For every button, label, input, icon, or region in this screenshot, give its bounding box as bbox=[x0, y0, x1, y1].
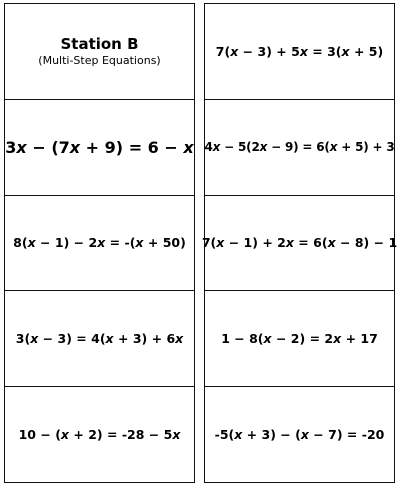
equation-card bbox=[5, 100, 194, 196]
equation-card bbox=[205, 100, 394, 196]
equation-card bbox=[5, 291, 194, 387]
equation-card bbox=[205, 291, 394, 387]
equation-text: 4x − 5(2x − 9) = 6(x + 5) + 3 bbox=[204, 140, 395, 155]
equation-text: 7(x − 3) + 5x = 3(x + 5) bbox=[215, 43, 384, 59]
equation-text: 10 − (x + 2) = -28 − 5x bbox=[18, 427, 181, 443]
equation-card bbox=[201, 196, 398, 292]
station-header-card bbox=[5, 4, 194, 100]
equation-text: 3(x − 3) = 4(x + 3) + 6x bbox=[15, 331, 184, 347]
equation-text: 8(x − 1) − 2x = -(x + 50) bbox=[13, 235, 186, 251]
station-title: Station B bbox=[60, 34, 139, 53]
station-subtitle: (Multi-Step Equations) bbox=[38, 53, 161, 67]
equation-card bbox=[205, 387, 394, 482]
equation-text: 1 − 8(x − 2) = 2x + 17 bbox=[221, 331, 378, 347]
equation-text: 3x − (7x + 9) = 6 − x bbox=[5, 137, 194, 157]
left-card-column bbox=[4, 3, 195, 483]
equation-card bbox=[5, 196, 194, 292]
equation-card bbox=[205, 4, 394, 100]
equation-text: -5(x + 3) − (x − 7) = -20 bbox=[214, 427, 385, 443]
equation-card bbox=[5, 387, 194, 482]
equation-text: 7(x − 1) + 2x = 6(x − 8) − 1 bbox=[201, 235, 398, 251]
right-card-column bbox=[201, 3, 398, 483]
